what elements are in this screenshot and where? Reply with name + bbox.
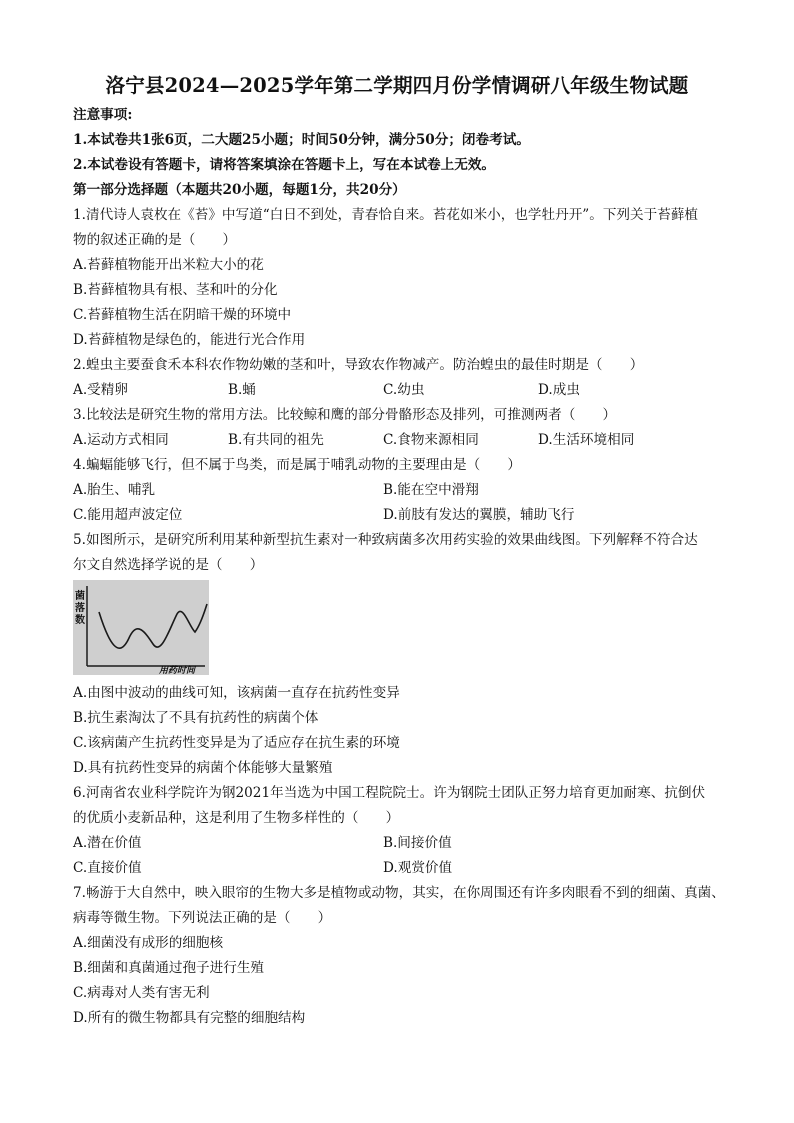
question-6-option-d: D.观赏价值 [383,860,453,876]
y-axis-label-char-1: 菌 [75,591,85,602]
question-7-option-d: D.所有的微生物都具有完整的细胞结构 [73,1010,306,1026]
question-5-option-c: C.该病菌产生抗药性变异是为了适应存在抗生素的环境 [73,735,400,751]
question-4-stem: 4.蝙蝠能够飞行，但不属于鸟类，而是属于哺乳动物的主要理由是（ ） [73,457,521,473]
question-4-option-d: D.前肢有发达的翼膜，辅助飞行 [383,507,575,523]
question-1-option-c: C.苔藓植物生活在阴暗干燥的环境中 [73,307,292,323]
question-5-stem-line-2: 尔文自然选择学说的是（ ） [73,557,264,573]
question-6-option-c: C.直接价值 [73,860,142,876]
question-5-option-d: D.具有抗药性变异的病菌个体能够大量繁殖 [73,760,333,776]
note-item-2: 2.本试卷设有答题卡，请将答案填涂在答题卡上，写在本试卷上无效。 [73,157,496,173]
question-3-option-d: D.生活环境相同 [538,432,635,448]
question-3-option-b: B.有共同的祖先 [228,432,324,448]
question-2-option-a: A.受精卵 [73,382,128,398]
question-4-option-a: A.胎生、哺乳 [73,482,156,498]
question-2-option-d: D.成虫 [538,382,580,398]
question-7-option-b: B.细菌和真菌通过孢子进行生殖 [73,960,265,976]
notes-heading: 注意事项: [73,107,133,123]
exam-title: 洛宁县2024—2025学年第二学期四月份学情调研八年级生物试题 [105,74,689,97]
question-4-option-b: B.能在空中滑翔 [383,482,479,498]
bacteria-colony-curve-figure [73,580,209,675]
question-1-option-a: A.苔藓植物能开出米粒大小的花 [73,257,264,273]
question-5-option-a: A.由图中波动的曲线可知，该病菌一直存在抗药性变异 [73,685,400,701]
question-2-option-c: C.幼虫 [383,382,425,398]
question-2-option-b: B.蛹 [228,382,256,398]
question-5-option-b: B.抗生素淘汰了不具有抗药性的病菌个体 [73,710,319,726]
question-4-option-c: C.能用超声波定位 [73,507,183,523]
note-item-1: 1.本试卷共1张6页，二大题25小题；时间50分钟，满分50分；闭卷考试。 [73,132,530,148]
question-6-option-b: B.间接价值 [383,835,452,851]
question-3-stem: 3.比较法是研究生物的常用方法。比较鲸和鹰的部分骨骼形态及排列，可推测两者（ ） [73,407,617,423]
question-3-option-a: A.运动方式相同 [73,432,169,448]
question-7-option-c: C.病毒对人类有害无利 [73,985,210,1001]
question-1-option-d: D.苔藓植物是绿色的，能进行光合作用 [73,332,306,348]
y-axis-label [75,589,85,626]
question-1-stem-line-2: 物的叙述正确的是（ ） [73,232,237,248]
question-2-stem: 2.蝗虫主要蚕食禾本科农作物幼嫩的茎和叶，导致农作物减产。防治蝗虫的最佳时期是（ ） [73,357,644,373]
question-7-option-a: A.细菌没有成形的细胞核 [73,935,224,951]
colony-curve-graph [73,580,209,675]
y-axis-label-char-2: 落 [75,603,85,614]
question-7-stem-line-1: 7.畅游于大自然中，映入眼帘的生物大多是植物或动物，其实，在你周围还有许多肉眼看不到的细菌、真菌、 [73,885,725,901]
question-1-stem-line-1: 1.清代诗人袁枚在《苔》中写道“白日不到处，青春恰自来。苔花如米小，也学牡丹开”。下列关于苔藓植 [73,207,698,223]
question-6-option-a: A.潜在价值 [73,835,142,851]
question-6-stem-line-1: 6.河南省农业科学院许为钢2021年当选为中国工程院院士。许为钢院士团队正努力培育更加耐寒、抗倒伏 [73,785,706,801]
question-1-option-b: B.苔藓植物具有根、茎和叶的分化 [73,282,278,298]
x-axis-label: 用药时间 [159,666,196,675]
question-7-stem-line-2: 病毒等微生物。下列说法正确的是（ ） [73,910,332,926]
part1-heading: 第一部分选择题（本题共20小题，每题1分，共20分） [73,182,406,198]
y-axis-label-char-3: 数 [75,615,85,626]
question-3-option-c: C.食物来源相同 [383,432,479,448]
question-6-stem-line-2: 的优质小麦新品种，这是利用了生物多样性的（ ） [73,810,400,826]
question-5-stem-line-1: 5.如图所示，是研究所利用某种新型抗生素对一种致病菌多次用药实验的效果曲线图。下列解释不符合达 [73,532,698,548]
